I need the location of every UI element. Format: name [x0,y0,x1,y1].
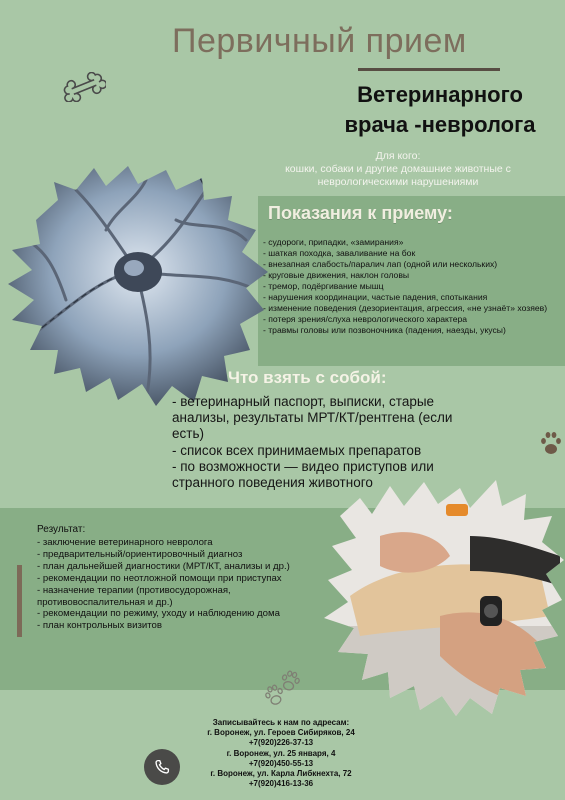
phone-button[interactable] [144,749,180,785]
contact-address: г. Воронеж, ул. Карла Либкнехта, 72 [210,769,352,779]
list-item: - ветеринарный паспорт, выписки, старые анализы, результаты МРТ/КТ/рентгена (если есть) [172,394,453,442]
bone-icon [62,72,106,102]
contact-phone[interactable]: +7(920)450-55-13 [248,758,314,768]
for-whom-block [248,150,548,189]
contact-phone[interactable]: +7(920)416-13-36 [248,779,314,789]
phone-icon [153,758,171,776]
for-whom-text: кошки, собаки и другие домашние животные с неврологическими нарушениями [285,163,511,188]
list-item: - шаткая походка, заваливание на бок [263,248,416,258]
for-whom-label: Для кого: [375,150,421,162]
list-item: - рекомендации по режиму, уходу и наблюдению дома [37,608,280,620]
list-item: - тремор, подёргивание мышц [263,281,384,291]
paw-outline-icon [258,668,308,716]
list-item: - травмы головы или позвоночника (падения, наезды, укусы) [263,325,506,335]
subtitle-line-2: врача -невролога [344,112,536,137]
paw-icon [540,428,562,458]
page-title: Первичный прием [172,22,467,60]
contact-phone[interactable]: +7(920)226-37-13 [248,738,314,748]
list-item: - заключение ветеринарного невролога [37,537,213,548]
contacts-block [186,718,376,789]
page-subtitle [315,80,565,140]
list-item: - внезапная слабость/паралич лап (одной или нескольких) [263,259,498,269]
take-with-title: Что взять с собой: [228,368,387,387]
indications-title: Показания к приему: [268,203,453,223]
result-title: Результат: [37,524,86,535]
list-item: - круговые движения, наклон головы [263,270,410,280]
subtitle-line-1: Ветеринарного [357,82,523,107]
title-underline [358,68,500,71]
list-item: - изменение поведения (дезориентация, агрессия, «не узнаёт» хозяев) [263,303,548,313]
contact-address: г. Воронеж, ул. Героев Сибиряков, 24 [207,728,355,738]
list-item: - судороги, припадки, «замирания» [263,237,404,247]
examination-image [320,476,565,718]
indications-list [263,237,563,336]
list-item: - нарушения координации, частые падения, спотыкания [263,292,488,302]
contact-address: г. Воронеж, ул. 25 января, 4 [226,748,336,758]
list-item: - по возможности — видео приступов или странного поведения животного [172,458,434,491]
list-item: - предварительный/ориентировочный диагноз [37,548,243,560]
list-item: - список всех принимаемых препаратов [172,442,422,458]
list-item: - потеря зрения/слуха неврологического характера [263,314,468,324]
result-list [37,537,327,632]
list-item: - назначение терапии (противосудорожная, противовоспалительная и др.) [37,584,231,608]
list-item: - план дальнейшей диагностики (МРТ/КТ, анализы и др.) [37,560,290,572]
contacts-intro: Записывайтесь к нам по адресам: [212,718,350,727]
list-item: - рекомендации по неотложной помощи при приступах [37,572,282,584]
list-item: - план контрольных визитов [37,620,162,632]
result-accent-bar [17,565,22,637]
